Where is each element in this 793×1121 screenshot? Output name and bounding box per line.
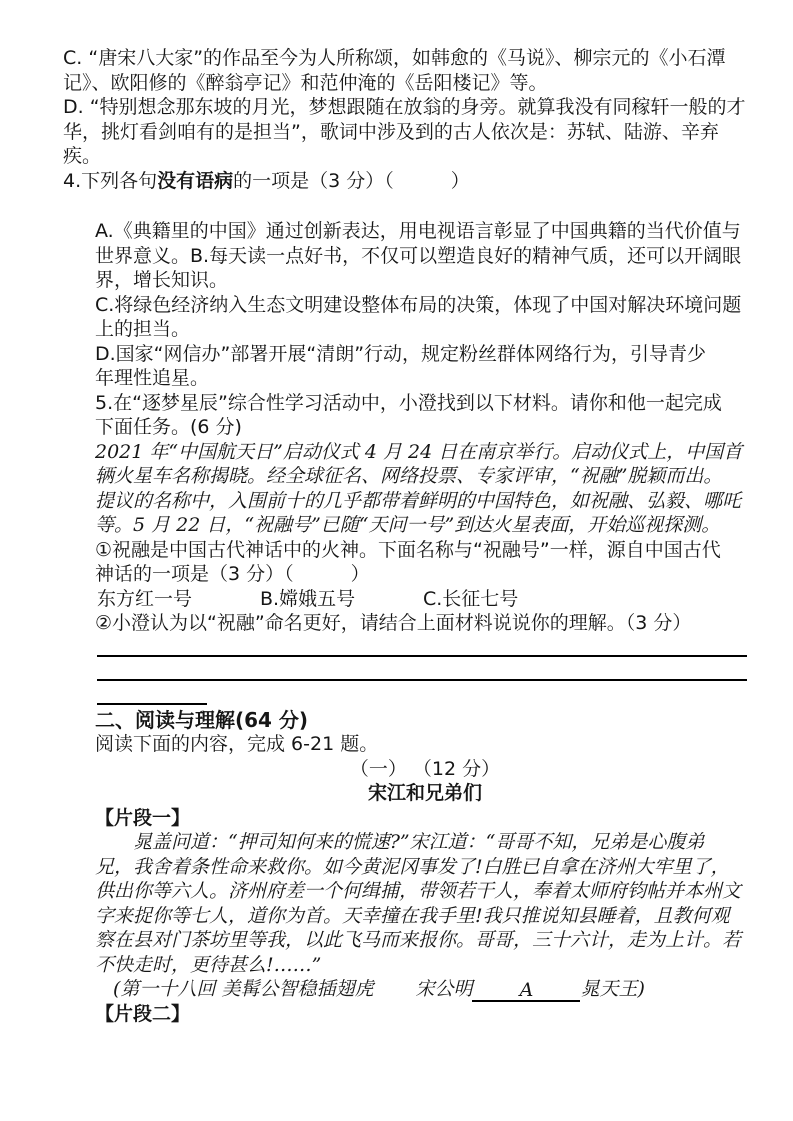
- answer-writing-line-short: [97, 703, 207, 705]
- passage-source-line: [95, 977, 755, 1002]
- text-line: 上的担当。: [95, 318, 191, 340]
- question5-sub2-line: ②小澄认为以“祝融”命名更好，请结合上面材料说说你的理解。（3 分）: [95, 612, 692, 634]
- passage-line: 不快走时，更待甚么!……”: [95, 953, 322, 976]
- option-dongfanghong: 东方红一号: [97, 587, 193, 610]
- text-line: D.国家“网信办”部署开展“清朗”行动，规定粉丝群体网络行为，引导青少: [95, 342, 707, 365]
- passage-line: 晁盖问道：“押司知何来的慌速?”宋江道：“哥哥不知，兄弟是心腹弟: [133, 831, 705, 853]
- section2-instruction: 阅读下面的内容，完成 6-21 题。: [95, 733, 379, 755]
- question5-material-line: 提议的名称中，入围前十的几乎都带着鲜明的中国特色，如祝融、弘毅、哪吒: [95, 489, 742, 512]
- text-line: 世界意义。B.每天读一点好书，不仅可以塑造良好的精神气质，还可以开阔眼: [95, 244, 742, 267]
- answer-row: [95, 636, 755, 660]
- fragment2-label: 【片段二】: [95, 1002, 191, 1025]
- question5-sub1-options-row: [95, 587, 755, 612]
- reading-title: 宋江和兄弟们: [367, 782, 482, 804]
- question5-intro-line: 5.在“逐梦星辰”综合性学习活动中，小澄找到以下材料。请你和他一起完成: [95, 391, 722, 414]
- question4-stem: [63, 169, 753, 194]
- text-line: A.《典籍里的中国》通过创新表达，用电视语言彰显了中国典籍的当代价值与: [95, 220, 741, 242]
- answer-writing-line: [97, 655, 747, 657]
- question3-options-block: [0, 0, 793, 193]
- text-line: 界，增长知识。: [95, 269, 229, 291]
- text-line: C.将绿色经济纳入生态文明建设整体布局的决策，体现了中国对解决环境问题: [95, 293, 742, 316]
- option-change5: B.嫦娥五号: [260, 587, 356, 610]
- text-line: C. “唐宋八大家”的作品至今为人所称颂，如韩愈的《马说》、柳宗元的《小石潭: [63, 47, 726, 69]
- text-line: D. “特别想念那东坡的月光，梦想跟随在放翁的身旁。就算我没有同稼轩一般的才: [63, 96, 746, 118]
- source-mid: 宋公明: [415, 978, 473, 1000]
- text-line: 疾。: [63, 145, 102, 167]
- question5-intro-line: 下面任务。(6 分): [95, 416, 242, 438]
- passage-line: 察在县对门茶坊里等我，以此飞马而来报你。哥哥，三十六计，走为上计。若: [95, 929, 742, 951]
- passage-line: 供出你等六人。济州府差一个何缉捕，带领若干人，奉着太师府钧帖并本州文: [95, 880, 742, 902]
- question4-stem-emphasis: 没有语病: [157, 169, 234, 192]
- answer-row: [95, 660, 755, 684]
- section2-heading: 二、阅读与理解(64 分): [95, 707, 309, 732]
- source-post: 晁天王): [580, 978, 645, 1000]
- question5-sub1-line: ①祝融是中国古代神话中的火神。下面名称与“祝融号”一样，源自中国古代: [95, 538, 721, 561]
- fill-blank-A: A: [472, 980, 580, 1002]
- passage-line: 字来捉你等七人，道你为首。天幸撞在我手里!我只推说知县睡着，且教何观: [95, 904, 730, 927]
- question4-options-block: [0, 219, 793, 1026]
- question5-material-line: 等。5 月 22 日，“祝融号”已随“天问一号”到达火星表面，开始巡视探测。: [95, 514, 721, 536]
- part-one-label: （一） （12 分）: [349, 757, 501, 780]
- question5-sub1-line: 神话的一项是（3 分）（ ）: [95, 563, 370, 585]
- fragment1-label: 【片段一】: [95, 806, 191, 829]
- blank-line: [0, 193, 793, 219]
- option-changzheng7: C.长征七号: [423, 587, 519, 610]
- text-line: 华，挑灯看剑咱有的是担当”，歌词中涉及到的古人依次是：苏轼、陆游、辛弃: [63, 120, 719, 143]
- text-line: 记》、欧阳修的《醉翁亭记》和范仲淹的《岳阳楼记》等。: [63, 71, 548, 94]
- question5-material-line: 2021 年“中国航天日”启动仪式 4 月 24 日在南京举行。启动仪式上，中国首: [95, 440, 743, 463]
- source-pre: (第一十八回 美髯公智稳插翅虎: [113, 978, 374, 1000]
- answer-writing-line: [97, 679, 747, 681]
- question5-material-line: 辆火星车名称揭晓。经全球征名、网络投票、专家评审，“祝融”脱颖而出。: [95, 465, 723, 487]
- question4-stem-suffix: 的一项是（3 分）（ ）: [233, 169, 470, 192]
- passage-line: 兄，我舍着条性命来救你。如今黄泥冈事发了!白胜已自拿在济州大牢里了，: [95, 855, 730, 878]
- question4-stem-prefix: 4.下列各句: [63, 169, 158, 192]
- answer-row: [95, 684, 755, 708]
- text-line: 年理性追星。: [95, 367, 210, 389]
